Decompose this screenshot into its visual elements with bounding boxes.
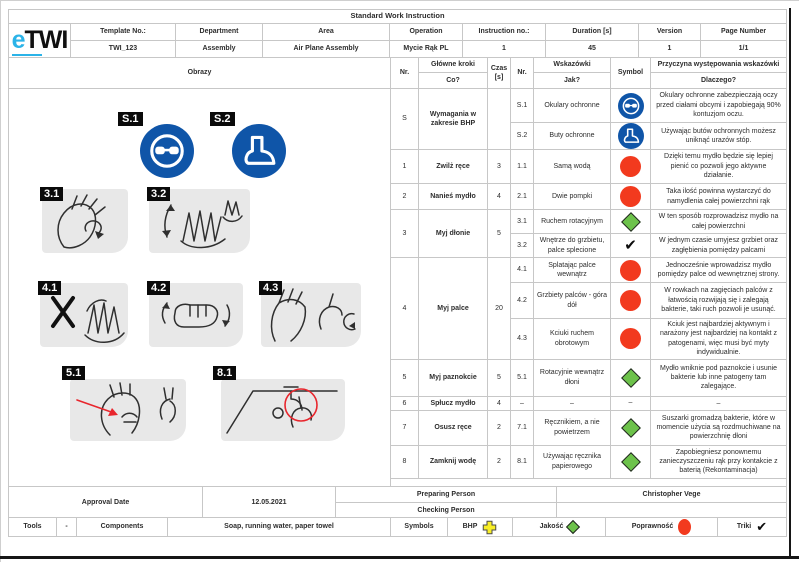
hint-text: Kciuki ruchem obrotowym bbox=[534, 319, 611, 360]
step-time: 5 bbox=[488, 210, 511, 258]
info-label-template-no: Template No.: bbox=[71, 24, 176, 41]
etwi-logo-twi: TWI bbox=[24, 26, 68, 54]
step-time: 2 bbox=[488, 410, 511, 445]
hint-reason: Używając butów ochronnych możesz uniknąć urazów stóp. bbox=[651, 123, 787, 150]
hint-reason: Mydło wniknie pod paznokcie i usunie bakterie lub inne patogeny tam zalegające. bbox=[651, 359, 787, 396]
legend-quality-label: Jakość bbox=[539, 523, 564, 531]
page-title: Standard Work Instruction bbox=[9, 10, 787, 24]
hint-text: Grzbiety palców - góra dół bbox=[534, 283, 611, 319]
image-close-tap-with-towel bbox=[221, 379, 345, 441]
hint-nr: – bbox=[511, 396, 534, 410]
step-time: 3 bbox=[488, 150, 511, 184]
legend-item-correctness bbox=[606, 518, 718, 537]
no-symbol-dash bbox=[629, 398, 633, 407]
hint-nr: 3.1 bbox=[511, 210, 534, 234]
step-nr: 4 bbox=[391, 258, 419, 360]
correctness-symbol bbox=[620, 328, 641, 349]
col-header-nr2: Nr. bbox=[511, 58, 534, 89]
col-header-hints: Wskazówki bbox=[534, 58, 611, 73]
boots-ppe-symbol bbox=[618, 123, 644, 149]
image-label-32: 3.2 bbox=[147, 187, 170, 201]
hint-reason: Okulary ochronne zabezpieczają oczy przed ciałami obcymi i zapobiegają 90% kontuzjom oczu. bbox=[651, 89, 787, 123]
step-nr: 2 bbox=[391, 184, 419, 210]
boot-icon bbox=[620, 125, 642, 147]
info-value-template-no: TWI_123 bbox=[71, 41, 176, 58]
hint-nr: 4.1 bbox=[511, 258, 534, 283]
correctness-symbol bbox=[620, 156, 641, 177]
col-header-co: Co? bbox=[419, 73, 488, 89]
hint-text: Używając ręcznika papierowego bbox=[534, 445, 611, 478]
hand-sketch-faucet-towel bbox=[221, 379, 345, 441]
info-label-operation: Operation bbox=[390, 24, 463, 41]
approval-date-label: Approval Date bbox=[9, 487, 203, 519]
hint-nr: 2.1 bbox=[511, 184, 534, 210]
step-nr: 7 bbox=[391, 410, 419, 445]
step-time: 4 bbox=[488, 184, 511, 210]
etwi-logo-e: e bbox=[11, 26, 25, 54]
hand-sketch-fingertips-in-palm bbox=[70, 379, 186, 441]
info-value-duration: 45 bbox=[546, 41, 639, 58]
boots-sign bbox=[232, 124, 286, 178]
quality-symbol bbox=[621, 368, 641, 388]
hint-text: Okulary ochronne bbox=[534, 89, 611, 123]
legend-item-tricks bbox=[718, 518, 787, 537]
image-label-41: 4.1 bbox=[38, 281, 61, 295]
hint-text: – bbox=[534, 396, 611, 410]
preparing-person-value: Christopher Vege bbox=[557, 487, 787, 503]
trick-check-symbol bbox=[624, 238, 637, 253]
hint-text: Buty ochronne bbox=[534, 123, 611, 150]
info-label-instruction-no: Instruction no.: bbox=[463, 24, 546, 41]
hint-nr: 5.1 bbox=[511, 359, 534, 396]
col-header-main-steps: Główne kroki bbox=[419, 58, 488, 73]
page-frame-top bbox=[0, 0, 799, 1]
bhp-cross-icon bbox=[482, 520, 497, 535]
step-time: 2 bbox=[488, 445, 511, 478]
info-value-department: Assembly bbox=[176, 41, 263, 58]
step-name: Spłucz mydło bbox=[419, 396, 488, 410]
info-value-instruction-no: 1 bbox=[463, 41, 546, 58]
hint-text: Dwie pompki bbox=[534, 184, 611, 210]
col-header-dlaczego: Dlaczego? bbox=[651, 73, 787, 89]
hint-reason: Jednocześnie wprowadzisz mydło pomiędzy palce od wewnętrznej strony. bbox=[651, 258, 787, 283]
tools-value: - bbox=[57, 518, 77, 537]
hint-nr: 1.1 bbox=[511, 150, 534, 184]
step-time: 5 bbox=[488, 359, 511, 396]
col-header-jak: Jak? bbox=[534, 73, 611, 89]
step-name: Zwilż ręce bbox=[419, 150, 488, 184]
legend-table bbox=[8, 517, 787, 537]
quality-symbol bbox=[621, 212, 641, 232]
hint-reason: Dzięki temu mydło będzie się lepiej pienić co pozwoli jego aktywne działanie. bbox=[651, 150, 787, 184]
hint-text: Ruchem rotacyjnym bbox=[534, 210, 611, 234]
hint-reason: Suszarki gromadzą bakterie, które w momencie użycia są rozdmuchiwane na powierzchnię dłoni bbox=[651, 410, 787, 445]
header-table bbox=[8, 9, 787, 58]
quality-symbol bbox=[621, 452, 641, 472]
steps-table bbox=[8, 57, 787, 489]
legend-item-bhp bbox=[448, 518, 513, 537]
info-label-page-number: Page Number bbox=[701, 24, 787, 41]
approval-date-value: 12.05.2021 bbox=[203, 487, 336, 519]
tools-label: Tools bbox=[9, 518, 57, 537]
image-label-43: 4.3 bbox=[259, 281, 282, 295]
page-frame-right bbox=[789, 8, 791, 559]
hint-nr: 3.2 bbox=[511, 234, 534, 258]
etwi-logo-underline bbox=[12, 54, 42, 56]
col-header-nr: Nr. bbox=[391, 58, 419, 89]
step-nr: 6 bbox=[391, 396, 419, 410]
step-name: Myj paznokcie bbox=[419, 359, 488, 396]
step-nr: 3 bbox=[391, 210, 419, 258]
goggles-ppe-symbol bbox=[618, 93, 644, 119]
image-label-s2: S.2 bbox=[210, 112, 235, 126]
info-label-duration: Duration [s] bbox=[546, 24, 639, 41]
hint-text: Rotacyjnie wewnątrz dłoni bbox=[534, 359, 611, 396]
hint-nr: 4.2 bbox=[511, 283, 534, 319]
correctness-symbol bbox=[620, 290, 641, 311]
step-time: 4 bbox=[488, 396, 511, 410]
step-nr: 5 bbox=[391, 359, 419, 396]
image-label-s1: S.1 bbox=[118, 112, 143, 126]
page-frame-bottom bbox=[0, 556, 799, 559]
image-wash-nails bbox=[70, 379, 186, 441]
legend-bhp-label: BHP bbox=[462, 523, 478, 531]
step-nr: 1 bbox=[391, 150, 419, 184]
approval-table bbox=[8, 486, 787, 519]
info-value-page-number: 1/1 bbox=[701, 41, 787, 58]
hint-text: Wnętrze do grzbietu, palce splecione bbox=[534, 234, 611, 258]
hint-reason: W ten sposób rozprowadzisz mydło na całej powierzchni bbox=[651, 210, 787, 234]
step-name: Nanieś mydło bbox=[419, 184, 488, 210]
step-name: Myj palce bbox=[419, 258, 488, 360]
czas-label: Czas bbox=[490, 64, 508, 72]
hint-nr: 7.1 bbox=[511, 410, 534, 445]
step-name: Wymagania w zakresie BHP bbox=[419, 89, 488, 150]
step-time bbox=[488, 89, 511, 150]
step-row-s1 bbox=[9, 89, 787, 123]
legend-item-quality bbox=[513, 518, 606, 537]
col-header-symbol: Symbol bbox=[611, 58, 651, 89]
step-nr: S bbox=[391, 89, 419, 150]
image-label-51: 5.1 bbox=[62, 366, 85, 380]
hint-text: Samą wodą bbox=[534, 150, 611, 184]
step-time: 20 bbox=[488, 258, 511, 360]
czas-unit: [s] bbox=[494, 74, 504, 81]
hint-text: Ręcznikiem, a nie powietrzem bbox=[534, 410, 611, 445]
correctness-symbol bbox=[620, 260, 641, 281]
goggles-icon bbox=[620, 95, 642, 117]
legend-tricks-label: Triki bbox=[736, 523, 752, 531]
step-name: Zamknij wodę bbox=[419, 445, 488, 478]
info-label-version: Version bbox=[639, 24, 701, 41]
step-nr: 8 bbox=[391, 445, 419, 478]
hint-nr: 4.3 bbox=[511, 319, 534, 360]
hint-reason: Kciuk jest najbardziej aktywnym i narażony jest najbardziej na kontakt z patogenami, więc musi być myty indywidualnie. bbox=[651, 319, 787, 360]
info-value-version: 1 bbox=[639, 41, 701, 58]
info-value-operation: Mycie Rąk PL bbox=[390, 41, 463, 58]
goggles-sign bbox=[140, 124, 194, 178]
hint-reason: – bbox=[651, 396, 787, 410]
hint-reason: Zapobiegniesz ponownemu zanieczyszczeniu rąk przy kontakcie z baterią (Rekontaminacja) bbox=[651, 445, 787, 478]
correctness-circle-icon bbox=[678, 519, 691, 535]
info-value-area: Air Plane Assembly bbox=[263, 41, 390, 58]
hint-nr: S.2 bbox=[511, 123, 534, 150]
quality-diamond-icon bbox=[566, 520, 580, 534]
hint-nr: S.1 bbox=[511, 89, 534, 123]
images-canvas bbox=[9, 89, 391, 489]
col-header-czas bbox=[488, 58, 511, 89]
step-name: Myj dłonie bbox=[419, 210, 488, 258]
image-label-31: 3.1 bbox=[40, 187, 63, 201]
correctness-symbol bbox=[620, 186, 641, 207]
checking-person-label: Checking Person bbox=[336, 503, 557, 519]
page-frame-left bbox=[0, 0, 1, 562]
quality-symbol bbox=[621, 418, 641, 438]
legend-correctness-label: Poprawność bbox=[631, 523, 674, 531]
hint-reason: W jednym czasie umyjesz grzbiet oraz zagłębienia pomiędzy palcami bbox=[651, 234, 787, 258]
image-label-81: 8.1 bbox=[213, 366, 236, 380]
images-panel-header: Obrazy bbox=[9, 58, 391, 89]
preparing-person-label: Preparing Person bbox=[336, 487, 557, 503]
hint-nr: 8.1 bbox=[511, 445, 534, 478]
tricks-check-icon bbox=[756, 521, 767, 534]
hint-reason: W rowkach na zagięciach palców z łatwością rozwijają się i zalegają bakterie, taki ruch pozwoli je usunąć. bbox=[651, 283, 787, 319]
etwi-logo bbox=[9, 24, 71, 58]
goggles-icon bbox=[145, 129, 189, 173]
boot-icon bbox=[237, 129, 281, 173]
components-label: Components bbox=[77, 518, 168, 537]
col-header-reason: Przyczyna występowania wskazówki bbox=[651, 58, 787, 73]
step-name: Osusz ręce bbox=[419, 410, 488, 445]
symbols-label: Symbols bbox=[391, 518, 448, 537]
components-value: Soap, running water, paper towel bbox=[168, 518, 391, 537]
info-label-department: Department bbox=[176, 24, 263, 41]
hint-reason: Taka ilość powinna wystarczyć do namydlenia całej powierzchni rąk bbox=[651, 184, 787, 210]
hint-text: Splatając palce wewnątrz bbox=[534, 258, 611, 283]
image-label-42: 4.2 bbox=[147, 281, 170, 295]
info-label-area: Area bbox=[263, 24, 390, 41]
